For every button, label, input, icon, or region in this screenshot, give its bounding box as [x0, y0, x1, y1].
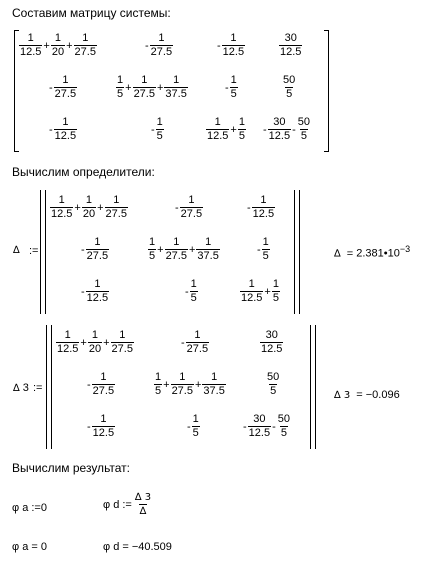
d3-cell-1-3: $\frac{30}{12.5}$	[261, 329, 283, 355]
d3-cell-3-3: - $\frac{30}{12.5}$ - $\frac{50}{5}$	[243, 413, 291, 439]
det-cell-3-1: - $\frac{1}{12.5}$	[81, 278, 109, 304]
assign-operator-2: :=	[33, 382, 43, 394]
d3-cell-3-1: - $\frac{1}{12.5}$	[87, 413, 115, 439]
delta3-determinant	[46, 325, 316, 449]
d3-cell-2-3: $\frac{50}{5}$	[267, 371, 280, 397]
system-matrix	[14, 30, 329, 152]
cell-2-3: - $\frac{1}{5}$	[225, 74, 237, 100]
d3-cell-1-2: - $\frac{1}{27.5}$	[181, 329, 209, 355]
cell-3-3: $\frac{1}{12.5}$ + $\frac{1}{5}$	[207, 116, 245, 142]
d3-cell-1-1: $\frac{1}{12.5}$ + $\frac{1}{20}$ + $\frac{1}{27.5}$	[57, 329, 133, 355]
cell-1-3: - $\frac{1}{12.5}$	[217, 32, 245, 58]
phi-d-definition: φ d := $\frac{\Delta 3}{\Delta}$	[103, 492, 152, 517]
main-determinant	[40, 190, 300, 314]
det-cell-3-3: $\frac{1}{12.5}$ + $\frac{1}{5}$	[241, 278, 279, 304]
det3-result: ∆ 3 = −0.096	[334, 389, 400, 401]
heading-result: Вычислим результат:	[12, 461, 130, 475]
phi-a-definition: φ a :=0	[12, 502, 47, 514]
d3-cell-2-2: $\frac{1}{5}$ + $\frac{1}{27.5}$ + $\frac{1}{37.5}$	[155, 371, 225, 397]
delta-label: ∆	[13, 245, 20, 256]
assign-operator: :=	[29, 245, 39, 257]
delta3-label: ∆ 3	[13, 382, 29, 394]
cell-3-4: - $\frac{30}{12.5}$ - $\frac{50}{5}$	[263, 116, 311, 142]
d3-cell-3-2: - $\frac{1}{5}$	[187, 413, 199, 439]
det-cell-1-1: $\frac{1}{12.5}$ + $\frac{1}{20}$ + $\frac{1}{27.5}$	[51, 194, 127, 220]
det-cell-1-3: - $\frac{1}{12.5}$	[247, 194, 275, 220]
cell-1-2: - $\frac{1}{27.5}$	[145, 32, 173, 58]
det-cell-3-2: - $\frac{1}{5}$	[185, 278, 197, 304]
det-cell-1-2: - $\frac{1}{27.5}$	[175, 194, 203, 220]
det-cell-2-1: - $\frac{1}{27.5}$	[81, 236, 109, 262]
phi-d-value: φ d = −40.509	[103, 541, 172, 553]
cell-2-4: $\frac{50}{5}$	[283, 74, 296, 100]
phi-a-value: φ a = 0	[12, 541, 47, 553]
det-cell-2-2: $\frac{1}{5}$ + $\frac{1}{27.5}$ + $\frac{1}{37.5}$	[149, 236, 219, 262]
cell-1-4: $\frac{30}{12.5}$	[280, 32, 302, 58]
cell-3-1: - $\frac{1}{12.5}$	[49, 116, 77, 142]
cell-2-1: - $\frac{1}{27.5}$	[49, 74, 77, 100]
cell-3-2: - $\frac{1}{5}$	[151, 116, 163, 142]
cell-1-1: $\frac{1}{12.5}$ + $\frac{1}{20}$ + $\frac{1}{27.5}$	[20, 32, 96, 58]
heading-matrix: Составим матрицу системы:	[12, 6, 171, 20]
heading-determinants: Вычислим определители:	[12, 165, 155, 179]
d3-cell-2-1: - $\frac{1}{27.5}$	[87, 371, 115, 397]
det-result: ∆ = $2.381•10^{-3}$	[334, 244, 411, 260]
cell-2-2: $\frac{1}{5}$ + $\frac{1}{27.5}$ + $\frac{1}{37.5}$	[117, 74, 187, 100]
det-cell-2-3: - $\frac{1}{5}$	[257, 236, 269, 262]
